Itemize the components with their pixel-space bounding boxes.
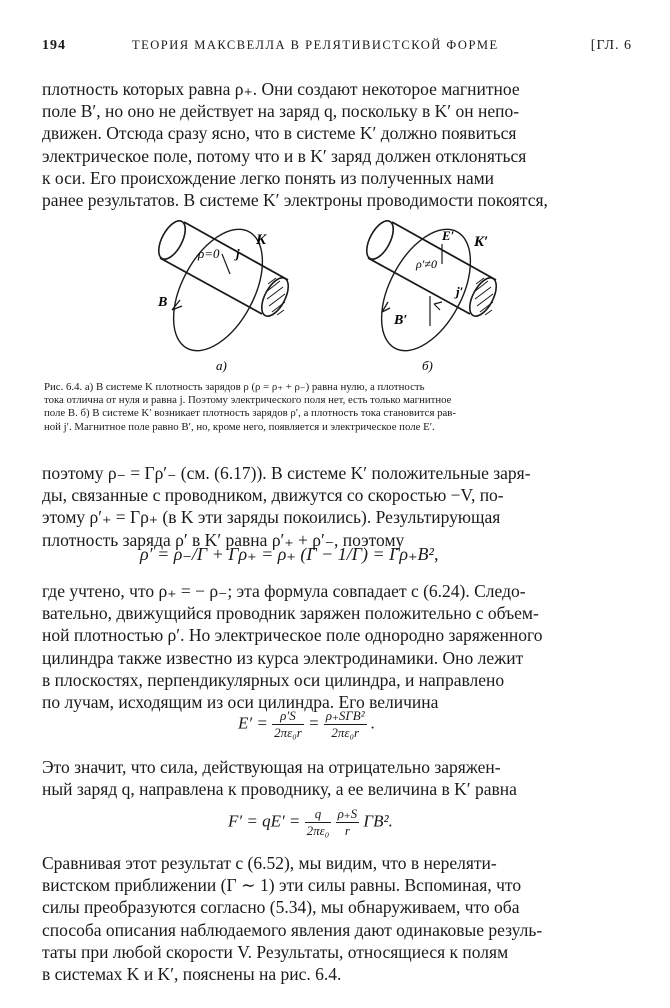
page-number: 194 [42, 38, 66, 53]
figure-a [153, 218, 293, 373]
label-k: K [256, 232, 267, 248]
text-line: ды, связанные с проводником, движутся со скоростью −V, по- [42, 485, 504, 506]
text-line: электрическое поле, потому что и в K′ заряд должен отклоняться [42, 145, 527, 166]
equation-rho-prime: ρ′ = ρ₋/Γ + Γρ₊ = ρ₊ (Γ − 1/Γ) = Γρ₊B², [140, 544, 439, 564]
eq3-f2-den: r [344, 823, 350, 838]
text-line: поэтому ρ₋ = Γρ′₋ (см. (6.17)). В системе K′ положительные заря- [42, 463, 531, 483]
label-b: B [158, 295, 168, 310]
text-line: по лучам, исходящим из оси цилиндра. Его величина [42, 692, 439, 713]
eq2-f2-den: 2πε₀r [331, 725, 360, 740]
current-arrow-a [222, 254, 230, 274]
eq2-fraction-2 [324, 708, 367, 741]
label-rho-zero: ρ=0 [198, 246, 220, 261]
figure-caption [44, 381, 626, 434]
eq2-equals: = [308, 713, 320, 733]
label-b-prime: B′ [394, 313, 408, 328]
text-line: плотность которых равна ρ₊. Они создают некоторое магнитное [42, 79, 520, 99]
paragraph-5 [42, 852, 624, 985]
eq2-end: . [370, 713, 376, 733]
text-line: к оси. Его происхождение легко понять из полученных нами [42, 167, 495, 188]
text-line: ный заряд q, направлена к проводнику, а ее величина в K′ равна [42, 779, 517, 800]
caption-line: Рис. 6.4. а) В системе K плотность зарядов ρ (ρ = ρ₊ + ρ₋) равна нулю, а плотность [44, 381, 425, 393]
cylinder-a-back [153, 218, 190, 263]
eq3-f1-num: q [305, 806, 332, 823]
text-line: ранее результатов. В системе K′ электроны проводимости покоятся, [42, 190, 548, 211]
b-arrow-a [172, 300, 182, 310]
eq2-f1-num: ρ′S [272, 708, 304, 725]
text-line: плотность заряда ρ′ в K′ равна ρ′₊ + ρ′₋, поэтому [42, 529, 405, 550]
text-line: поле B′, но оно не действует на заряд q, поскольку в K′ он непо- [42, 101, 520, 122]
running-title: ТЕОРИЯ МАКСВЕЛЛА В РЕЛЯТИВИСТСКОЙ ФОРМЕ [132, 38, 499, 52]
text-line: вательно, движущийся проводник заряжен положительно с объем- [42, 603, 539, 624]
eq3-fraction-1 [305, 806, 332, 839]
equation-f-prime [228, 806, 393, 839]
text-line: способа описания наблюдаемого явления дают одинаковые резуль- [42, 919, 543, 940]
cylinder-b-back [361, 218, 398, 263]
label-b-sub: б) [422, 358, 433, 373]
text-line: этому ρ′₊ = Γρ₊ (в K эти заряды покоились). Результирующая [42, 507, 501, 528]
caption-line: тока отлична от нуля и равна j. Поэтому электрического поля нет, есть только магнитное [44, 394, 452, 407]
paragraph-1 [42, 78, 624, 211]
text-line: силы преобразуются согласно (5.34), мы обнаруживаем, что оба [42, 897, 520, 918]
label-rho-prime: ρ′≠0 [416, 257, 437, 271]
label-a: а) [216, 358, 227, 373]
text-line: цилиндра также известно из курса электродинамики. Оно лежит [42, 647, 524, 668]
text-line: движен. Отсюда сразу ясно, что в системе K′ должно появиться [42, 123, 517, 144]
text-line: Это значит, что сила, действующая на отрицательно заряжен- [42, 757, 501, 777]
equation-e-prime [238, 708, 375, 741]
label-j-prime: j′ [456, 284, 464, 299]
eq3-f1-den: 2πε₀ [306, 823, 330, 838]
text-line: где учтено, что ρ₊ = − ρ₋; эта формула совпадает с (6.24). Следо- [42, 581, 526, 601]
paragraph-4 [42, 756, 624, 800]
eq3-end: ΓB². [363, 811, 393, 831]
paragraph-3 [42, 580, 624, 713]
eq2-f1-den: 2πε₀r [274, 725, 302, 740]
label-j: j [236, 246, 240, 261]
text-line: в плоскостях, перпендикулярных оси цилиндра, и направлено [42, 669, 505, 690]
eq3-lhs: F′ = qE′ = [228, 811, 301, 831]
chapter-label: [ГЛ. 6 [590, 38, 632, 53]
figure-b [361, 218, 501, 373]
eq3-fraction-2 [336, 806, 360, 839]
current-arrow-b [434, 302, 442, 310]
eq2-lhs: E′ = [238, 713, 268, 733]
eq3-f2-num: ρ₊S [337, 806, 358, 821]
paragraph-2 [42, 462, 624, 551]
text-line: таты при любой скорости V. Результаты, относящиеся к полям [42, 941, 509, 962]
text-line: в системах K и K′, пояснены на рис. 6.4. [42, 964, 342, 985]
text-line: Сравнивая этот результат с (6.52), мы видим, что в нереляти- [42, 853, 497, 873]
text-line: ной плотностью ρ′. Но электрическое поле однородно заряженного [42, 625, 543, 646]
label-e-prime: E′ [442, 228, 455, 243]
eq2-fraction-1 [272, 708, 304, 741]
figure-6-4 [140, 218, 540, 376]
running-header [42, 38, 632, 60]
label-k-prime: K′ [474, 234, 489, 250]
text-line: вистском приближении (Γ ∼ 1) эти силы равны. Вспоминая, что [42, 875, 522, 896]
eq2-f2-num: ρ₊SΓB² [325, 708, 365, 723]
caption-line: ной j′. Магнитное поле равно B′, но, кроме него, появляется и электрическое поле E′. [44, 420, 435, 433]
caption-line: поле B. б) В системе K′ возникает плотность зарядов ρ′, а плотность тока становится рав- [44, 407, 457, 420]
